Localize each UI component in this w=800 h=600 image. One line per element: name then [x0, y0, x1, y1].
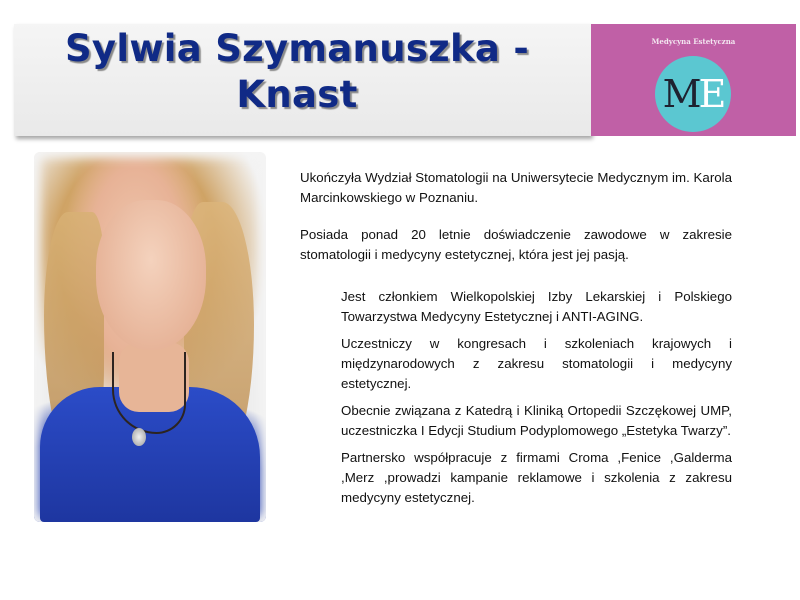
bio-list-item: Partnersko współpracuje z firmami Croma ,Fenice ,Galderma ,Merz ,prowadzi kampanie reklamowe i szkolenia z zakresu medycyny estetycznej.: [341, 450, 732, 505]
bio-list-item: Uczestniczy w kongresach i szkoleniach krajowych i międzynarodowych z zakresu stomatologii i medycyny estetycznej.: [341, 336, 732, 391]
logo-circle: [655, 56, 731, 132]
logo: [591, 24, 796, 136]
bio-paragraph: Posiada ponad 20 letnie doświadczenie zawodowe w zakresie stomatologii i medycyny estetycznej, która jest jej pasją.: [300, 227, 732, 262]
bio-paragraph: Ukończyła Wydział Stomatologii na Uniwersytecie Medycznym im. Karola Marcinkowskiego w Poznaniu.: [300, 170, 732, 205]
photo-pendant: [132, 428, 146, 446]
logo-letter-m: M: [662, 72, 699, 116]
logo-letter-e: E: [698, 72, 724, 116]
logo-monogram: [655, 72, 731, 116]
page-title: Sylwia Szymanuszka - Knast: [64, 27, 530, 116]
bio-text: [300, 168, 732, 515]
photo-face: [96, 200, 206, 350]
bio-list-item: Jest członkiem Wielkopolskiej Izby Lekarskiej i Polskiego Towarzystwa Medycyny Estetycznej i ANTI-AGING.: [341, 289, 732, 324]
logo-caption: Medycyna Estetyczna: [651, 37, 736, 46]
portrait-photo: [34, 152, 266, 522]
bio-list-item: Obecnie związana z Katedrą i Kliniką Ortopedii Szczękowej UMP, uczestniczka I Edycji Studium Podyplomowego „Estetyka Twarzy”.: [341, 403, 732, 438]
